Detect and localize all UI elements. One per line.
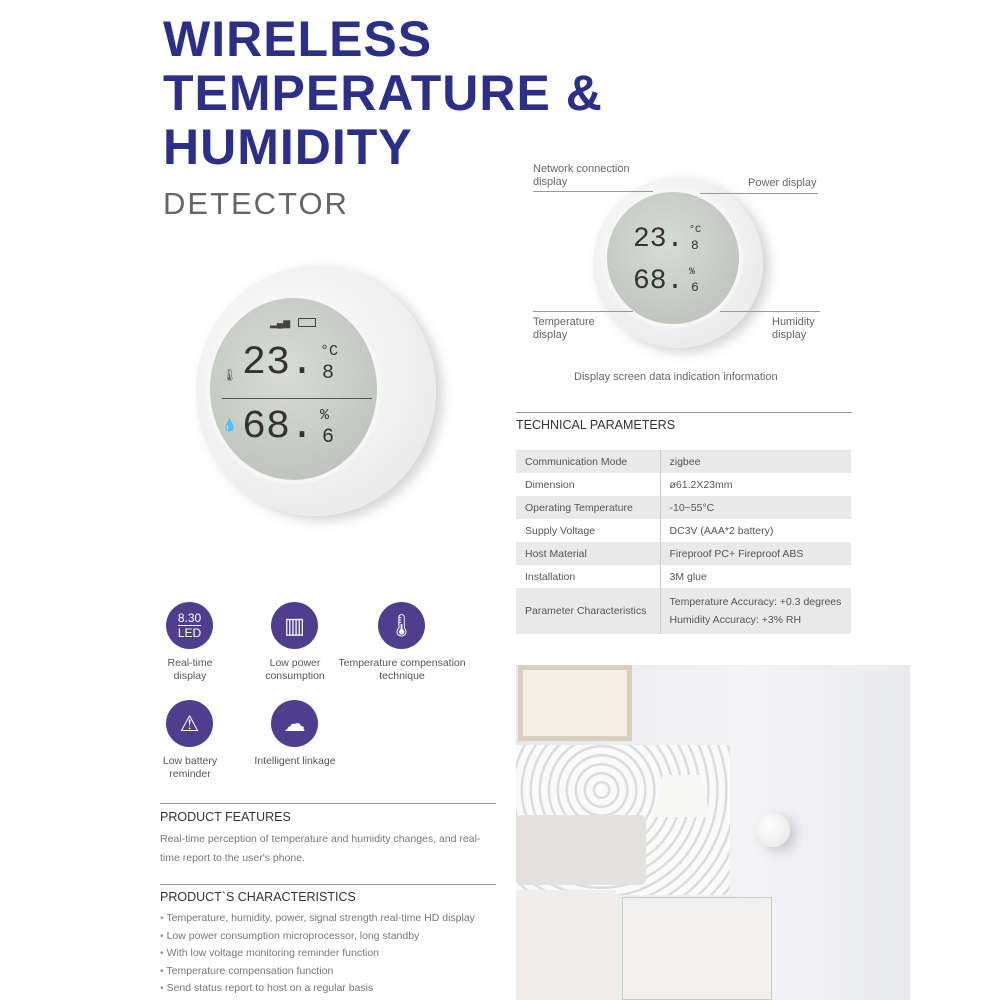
table-row: [516, 473, 852, 496]
table-row: [516, 496, 852, 519]
table-row: [516, 565, 852, 588]
divider: [516, 412, 852, 413]
feature-label: Low battery reminder: [162, 755, 218, 780]
param-value: zigbee: [660, 450, 852, 473]
battery-level-icon: [298, 318, 316, 327]
hum-unit: %: [320, 407, 330, 424]
param-line: Temperature Accuracy: +0.3 degrees: [669, 596, 842, 608]
temp-unit: °C: [320, 343, 339, 360]
temperature-value: 23.: [242, 341, 315, 386]
label-network: Network connection display: [533, 163, 630, 188]
tech-table: [516, 450, 852, 634]
feature-label: Real-time display: [167, 657, 213, 682]
low-battery-icon: ⚠: [166, 700, 213, 747]
title-line: WIRELESS: [163, 11, 433, 67]
param-value: -10~55°C: [660, 496, 852, 519]
diagram-caption: Display screen data indication information: [574, 371, 778, 383]
bedroom-photo: [516, 665, 910, 1000]
feature-label: Temperature compensation technique: [338, 657, 466, 682]
feature-label: Low power consumption: [265, 657, 325, 682]
label-temperature: Temperature display: [533, 316, 595, 341]
table-row: [516, 450, 852, 473]
led-display-icon: [166, 602, 213, 649]
feature-label: Intelligent linkage: [254, 755, 336, 767]
hum-unit: %: [689, 267, 696, 278]
humidity-value: 68.: [242, 405, 315, 450]
led-top-text: 8.30: [177, 611, 202, 625]
device-large: [196, 266, 436, 516]
title-line: HUMIDITY: [163, 119, 413, 175]
table-row: [516, 588, 852, 634]
thermometer-icon: 🌡: [222, 368, 238, 382]
bed: [516, 890, 616, 1000]
lcd-screen: [206, 294, 381, 484]
list-item: • Temperature, humidity, power, signal strength real-time HD display: [160, 910, 510, 928]
product-title: [163, 12, 603, 174]
list-item: • Low power consumption microprocessor, long standby: [160, 928, 510, 946]
label-humidity: Humidity display: [772, 316, 815, 341]
droplet-icon: 💧: [222, 418, 237, 432]
signal-icon: ▂▄▆: [270, 318, 291, 328]
leader-line: [533, 311, 633, 312]
table-row: [516, 519, 852, 542]
divider: [160, 803, 496, 804]
param-value: Fireproof PC+ Fireproof ABS: [660, 542, 852, 565]
temp-decimal: 8: [322, 362, 335, 385]
param-name: Operating Temperature: [516, 496, 660, 519]
divider: [222, 398, 372, 399]
features-heading: PRODUCT FEATURES: [160, 810, 291, 824]
hum-decimal: 6: [322, 426, 335, 449]
led-bottom-text: LED: [177, 626, 202, 640]
list-item: • With low voltage monitoring reminder function: [160, 945, 510, 963]
param-name: Communication Mode: [516, 450, 660, 473]
wall-picture: [518, 665, 632, 741]
tech-heading: TECHNICAL PARAMETERS: [516, 418, 676, 432]
leader-line: [720, 311, 820, 312]
wall-mounted-sensor: [756, 813, 790, 847]
product-subtitle: DETECTOR: [163, 186, 349, 221]
features-text: Real-time perception of temperature and humidity changes, and real-time report to the user's phone.: [160, 833, 481, 864]
characteristics-list: [160, 910, 510, 998]
humidity-value: 68.: [633, 266, 684, 297]
thermometer-icon: 🌡: [378, 602, 425, 649]
leader-line: [533, 191, 653, 192]
param-name: Parameter Characteristics: [516, 588, 660, 634]
headboard-panel: [516, 815, 646, 885]
nightstand: [622, 897, 772, 1000]
temp-decimal: 8: [691, 238, 699, 253]
characteristics-heading: PRODUCT`S CHARACTERISTICS: [160, 890, 356, 904]
param-name: Dimension: [516, 473, 660, 496]
battery-icon: ▥: [271, 602, 318, 649]
lamp-shade: [654, 775, 710, 817]
param-value: 3M glue: [660, 565, 852, 588]
param-value: DC3V (AAA*2 battery): [660, 519, 852, 542]
cloud-network-icon: ☁: [271, 700, 318, 747]
param-line: Humidity Accuracy: +3% RH: [669, 614, 802, 626]
table-row: [516, 542, 852, 565]
lcd-screen-small: [603, 188, 743, 328]
label-power: Power display: [748, 177, 817, 189]
temp-unit: °C: [689, 225, 702, 236]
list-item: • Send status report to host on a regular basis: [160, 980, 510, 998]
list-item: • Temperature compensation function: [160, 963, 510, 981]
temperature-value: 23.: [633, 224, 684, 255]
param-name: Host Material: [516, 542, 660, 565]
hum-decimal: 6: [691, 280, 699, 295]
param-value: ø61.2X23mm: [660, 473, 852, 496]
leader-line: [700, 193, 818, 194]
param-name: Installation: [516, 565, 660, 588]
device-small: [593, 178, 763, 348]
title-line: TEMPERATURE &: [163, 65, 603, 121]
param-value: [660, 588, 852, 634]
divider: [160, 884, 496, 885]
param-name: Supply Voltage: [516, 519, 660, 542]
